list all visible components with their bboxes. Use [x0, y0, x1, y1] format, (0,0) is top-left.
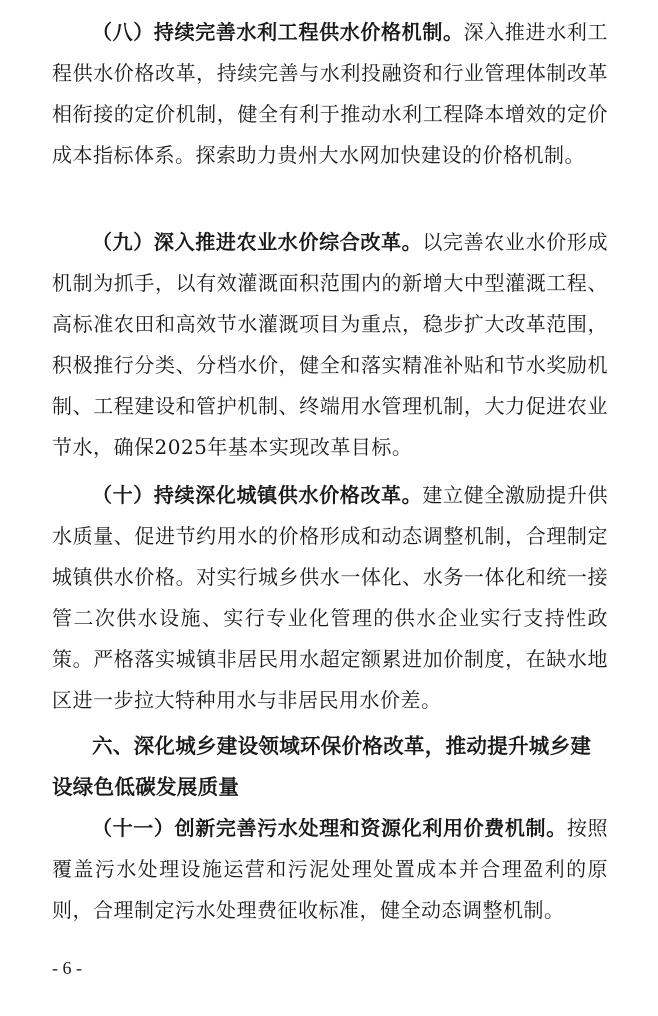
paragraph-body: 建立健全激励提升供水质量、促进节约用水的价格形成和动态调整机制，合理制定城镇供水价格。对实行城乡供水一体化、水务一体化和统一接管二次供水设施、实行专业化管理的供水企业实行支持性政策。严格落实城镇非居民用水超定额累进加价制度，在缺水地区进一步拉大特种用水与非居民用水价差。 [52, 483, 609, 712]
paragraph-water-conservancy-pricing [52, 12, 608, 176]
paragraph-body: 以完善农业水价形成机制为抓手，以有效灌溉面积范围内的新增大中型灌溉工程、高标准农田和高效节水灌溉项目为重点，稳步扩大改革范围，积极推行分类、分档水价，健全和落实精准补贴和节水奖励机制、工程建设和管护机制、终端用水管理机制，大力促进农业节水，确保2025年基本实现改革目标。 [52, 230, 609, 459]
paragraph-agricultural-water-pricing [52, 222, 608, 468]
paragraph-lead: （十一）创新完善污水处理和资源化利用价费机制。 [92, 816, 567, 840]
paragraph-sewage-pricing [52, 808, 608, 931]
paragraph-lead: （九）深入推进农业水价综合改革。 [92, 230, 423, 254]
paragraph-lead: （十）持续深化城镇供水价格改革。 [92, 483, 423, 507]
page-number: - 6 - [52, 958, 82, 978]
paragraph-lead: （八）持续完善水利工程供水价格机制。 [92, 20, 464, 44]
paragraph-body: 深入推进水利工程供水价格改革，持续完善与水利投融资和行业管理体制改革相衔接的定价机制，健全有利于推动水利工程降本增效的定价成本指标体系。探索助力贵州大水网加快建设的价格机制。 [52, 20, 608, 167]
paragraph-urban-water-pricing [52, 475, 608, 721]
section-heading: 六、深化城乡建设领域环保价格改革，推动提升城乡建设绿色低碳发展质量 [52, 734, 592, 799]
paragraph-body: 按照覆盖污水处理设施运营和污泥处理处置成本并合理盈利的原则，合理制定污水处理费征收标准，健全动态调整机制。 [52, 816, 609, 922]
